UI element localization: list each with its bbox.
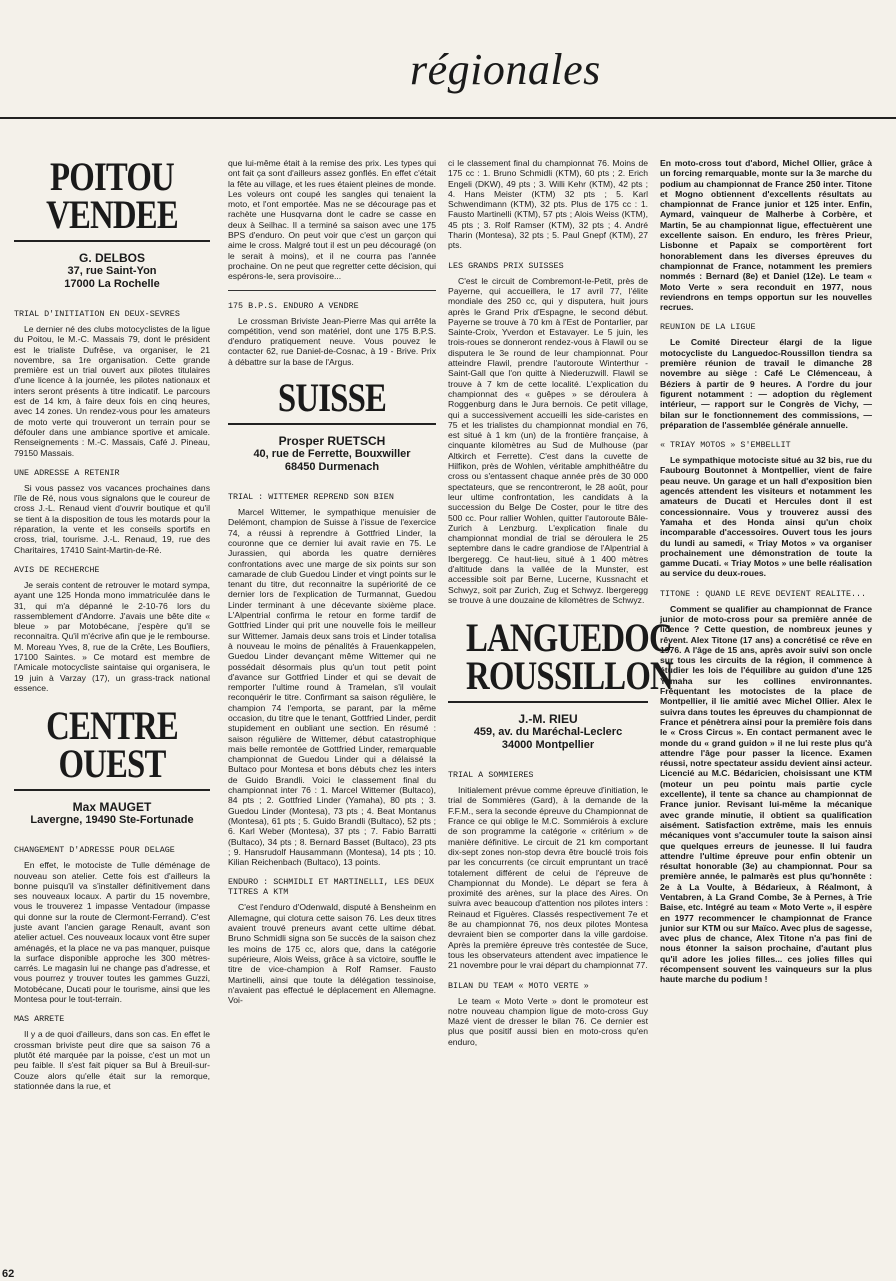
region-line-2: VENDEE [46,192,178,237]
region-rule [448,701,648,703]
article-title: CHANGEMENT D'ADRESSE POUR DELAGE [14,845,175,856]
region-rule [14,789,210,791]
article-title: BILAN DU TEAM « MOTO VERTE » [448,980,589,991]
region-heading-suisse: SUISSE [277,375,387,421]
author-address: 40, rue de Ferrette, Bouxwiller [253,448,411,461]
article-text: Le sympathique motociste situé au 32 bis, rue du Faubourg Boutonnet à Montpellier, vient de faire peau neuve. Un garage et un hall d'exposition bien agencés attendent les visiteurs et notamment les amateurs de Ducati et Hercules dont il est concessionnaire. Vous y trouverez aussi des Yamaha et des Honda ainsi qu'un choix incomparable d'accessoires. Ouvert tous les jours du lundi au samedi, « Triay Motos » va organiser prochainement une démonstration de toute la gamme Ducati. « Triay Motos » une belle réalisation au service du deux-roues. [660,455,872,579]
author-address: Lavergne, 19490 Ste-Fortunade [30,814,194,827]
author-city: 34000 Montpellier [501,739,595,752]
author-name: J.-M. RIEU [518,712,578,727]
article-text: En effet, le motociste de Tulle déménage de nouveau son atelier. Cette fois est d'ailleurs la bonne puisqu'il va s'installer définitivement dans ses nouveaux locaux. A partir du 15 novembre, vous le trouverez 1 impasse Ventadour (impasse qui donne sur la route de Clermont-Ferrand). C'est juste avant l'ancien garage Renault, avant son atelier actuel. Ces nouveaux locaux vont être super aménagés, et la place ne va pas manquer, puisque la surface disponible approche les 300 mètres-carrés. Le magasin lui ne change pas d'adresse, et vous pourrez y trouver toutes les gammes Guzzi, Motobécane, Ducati pour le tourisme, ainsi que les Montesa pour le tout-terrain. [14,860,210,1005]
article-text: En moto-cross tout d'abord, Michel Ollier, grâce à un forcing remarquable, monte sur la 3e marche du podium au championnat de France 250 inter. Titone et Mogno obtiennent d'excellents résultats au championnat de France junior et 125 inter. Enfin, Aymard, vainqueur de Malherbe à Corbère, et Martin, 5e au championnat ligue, effectuèrent une excellente saison. En enduro, les frères Prieur, Lisbonne et Papaix se comportèrent fort honorablement dans les diverses épreuves du championnat de France, notamment les premiers nommés : Bernard (8e) et Daniel (12e). Le team « Moto Verte » sera reconduit en 1977, nous reviendrons en temps opportun sur les nouvelles recrues. [660,158,872,313]
article-text: Initialement prévue comme épreuve d'initiation, le trial de Sommières (Gard), à la demande de la F.F.M., sera la seconde épreuve du Championnat de France ce qui oblige le M.C. Sommiérois à exclure de son programme la catégorie « critérium » de manière définitive. Le circuit de 21 km comportant dix-sept zones non-stop devra être bouclé trois fois par les concurrents (ce circuit empruntant un tracé totalement différent de celui de l'épreuve de Championnat du Monde). Le départ se fera à proximité des arènes, sur la place des Aires. On suivra avec beaucoup d'attention nos pilotes inters : Reinaud et Figuères. Classés respectivement 7e et 8e au championnat 76, nos deux pilotes Montesa devraient bien se comporter dans la ville gardoise. Après la première épreuve très contestée de Suce, tous les observateurs attendent avec impatience le 21 novembre pour le vrai départ du championnat 77. [448,785,648,971]
article-title: « TRIAY MOTOS » S'EMBELLIT [660,440,791,451]
column-2 [228,158,436,1276]
region-line-2: ROUSSILLON [466,653,673,699]
author-name: Prosper RUETSCH [278,434,386,449]
author-block [14,252,210,291]
article-text: que lui-même était à la remise des prix. Les types qui ont fait ça sont d'ailleurs assez gonflés. En effet c'était la fête au village, et les rues étaient pleines de monde. Les voleurs ont coupé les sangles qui tenaient la moto, et l'ont emportée. Mas ne se décourage pas et rachète une Husqvarna dont le cadre se casse en deux à Seilhac. Il a terminé sa saison avec une 175 BPS d'enduro. On peut voir que c'est un garçon qui aime le cross. Malgré tout il est un peu découragé (on le serait à moins), et il ne courra pas l'année prochaine. On ne peut que regretter cette décision, qui espérons-le, sera provisoire... [228,158,436,282]
article-text: Je serais content de retrouver le motard sympa, ayant une 125 Honda mono immatriculée dans le 31, qui m'a dépanné le 2-10-76 lors du rassemblement d'Andorre. J'avais une bête dite « bleue » par Motobécane, j'espère qu'il se reconnaitra. Qu'il m'écrive afin que je le rembourse. M. Moreau Yves, 8, rue de la Crête, Les Boufliers, 17100 Saintes. » Ce motard est membre de l'Amicale motocycliste saintaise qui organisera, le 19 juin à Varzay (17), un grass-track national essence. [14,579,210,693]
section-title: régionales [410,45,601,94]
page-number: 62 [2,1268,15,1280]
article-title: 175 B.P.S. ENDURO A VENDRE [228,300,359,311]
region-rule [14,240,210,242]
article-text: Si vous passez vos vacances prochaines dans l'île de Ré, nous vous signalons que le coureur de cross J.-L. Renaud vient d'ouvrir boutique et qu'il se tient à la disposition de tous les motards pour la réparation, la vente et les conseils sportifs en cross, trial, tourisme. J.-L. Renaud, 19, rue des Charitaires, 17410 Saint-Martin-de-Ré. [14,482,210,555]
author-block [14,801,210,827]
article-text: Comment se qualifier au championnat de France junior de moto-cross pour sa première année de licence ? Cette question, de nombreux jeunes y rêvent. Alex Titone (17 ans) a concrétisé ce rêve en 1976. A l'âge de 15 ans, après avoir suivi son oncle sur tous les circuits de la région, il commence à étudier les lois de l'équilibre au guidon d'une 125 Yamaha sur les collines environnantes. Fréquentant les motocistes de la place de Montpellier, il lie amitié avec Michel Ollier. Alex le suivra dans toutes les épreuves du championnat de France et pénètrera ainsi pour la première fois dans le « Cross Circus ». En contact permanent avec le monde du « grand guidon » il ne lui reste plus qu'à attendre l'âge pour passer la licence. Examen réussi, notre spectateur assidu devient ainsi acteur. Licencié au M.C. Bédaricien, choisissant une KTM (moteur un peu pointu mais partie cycle excellente), il tente sa chance au championnat de France junior. Revisant lui-même la mécanique avec grande minutie, il obtient sa qualification aisément. Satisfaction extrême, mais les ennuis mécaniques vont s'accumuler toute la saison ainsi que quelques erreurs de jeunesse. Il lui faudra attendre l'ultime épreuve pour enfin obtenir un résultat honorable (3e) au championnat. Pour sa première année, le palmarès est plus qu'honnête : 2e à La Voulte, à Bédarieux, à Réalmont, à Ventabren, à La Grand Combe, 3e à Pernes, à Trie Baise, etc. Intégré au team « Moto Verte », il espère en 1977 recommencer le championnat de France junior sur KTM ou sur Maïco. Avec plus de sagesse, avec plus de chance, Alex Titone n'a pas fini de nous étonner la saison prochaine, d'autant plus qu'il adore les jolies filles... ces jolies filles qui récompensent souvent les vainqueurs sur la plus haute marche du podium ! [660,603,872,985]
article-title: ENDURO : SCHMIDLI ET MARTINELLI, LES DEUX TITRES A KTM [228,877,435,898]
author-address: 37, rue Saint-Yon [67,265,157,277]
article-title: MAS ARRETE [14,1014,65,1025]
article-text: Le crossman Briviste Jean-Pierre Mas qui arrête la compétition, vend son matériel, dont une 175 B.P.S. d'enduro pratiquement neuve. Vous pouvez le contacter 62, rue Daniel-de-Cosnac, à 19 - Brive. Prix à débattre sur la base de l'Argus. [228,315,436,367]
region-heading-centre-ouest [32,703,193,787]
article-text: Le Comité Directeur élargi de la ligue motocycliste du Languedoc-Roussillon tiendra sa première réunion de travail le dimanche 28 novembre au siège : Café Le Clémenceau, à Béziers à partir de 9 heures. A l'ordre du jour figurent notamment : — adoption du règlement intérieur, — rapport sur le Congrès de Vichy, — bilan sur le fonctionnement des commissions, — préparation de l'assemblée générale annuelle. [660,337,872,430]
article-text: C'est l'enduro d'Odenwald, disputé à Bensheinm en Allemagne, qui clotura cette saison 76. Les deux titres avaient trouvé preneurs avant cette ultime débat. Bruno Schmidli signa son 5e succès de la saison chez les moins de 175 cc, alors que, dans la catégorie supérieure, Alois Weiss, grâce à sa victoire, souffle le titre de vice-champion à Rolf Ramser. Fausto Martinelli, ainsi que toute la délégation tessinoise, n'avaient pas effectué le déplacement en Allemagne. Voi- [228,902,436,1006]
article-title: LES GRANDS PRIX SUISSES [448,260,564,271]
region-line-1: POITOU [50,154,174,199]
article-title: TRIAL D'INITIATION EN DEUX-SEVRES [14,309,180,319]
author-block [448,713,648,752]
region-rule [228,423,436,425]
article-title: AVIS DE RECHERCHE [14,564,100,575]
region-line-1: CENTRE [46,703,178,749]
article-text: Marcel Wittemer, le sympathique menuisier de Delémont, champion de Suisse à l'issue de l'exercice 74, a réussi à reprendre à Gottfried Linder, la couronne que ce dernier lui avait ravie en 75. Le Jurassien, qui aborda les quatre dernières confrontations avec une marge de six points sur son camarade de club Guedou Linder et vingt points sur le tenant du titre, dut reconnaitre la supériorité de ce dernier lors de l'explication de Turmannat, Guedou Linder terminant à une décevante sixième place. L'Alpentrial confirma le retour en forme tardif de Gottfried Linder qui prit une nouvelle fois le meilleur sur Wittemer. Jamais deux sans trois et Linder totalisa à nouveau le moins de pénalités à Frauenkappelen, Guedou Linder devançant même Wittemer qui ne possédait désormais plus qu'un tout petit point d'avance sur Gottfried Linder et qui se devait de remporter l'ultime round à Tramelan, s'il voulait reconquérir le titre. Confirmant sa saison régulière, le champion 74 l'emporta, se parant, par la même occasion, du titre que le tenant, Gottfried Linder, perdit stupidement en oubliant une section. En résumé : saison régulière de Wittemer, début catastrophique mais belle remontée de Gottfried Linder, remarquable championnat de Guedou Linder qui a délaissé la Bultaco pour Montesa et bons débuts chez les inters de Guido Brandli. Voici le classement final du championnat inter 76 : 1. Marcel Wittemer (Bultaco), 84 pts ; 2. Gottfried Linder (Yamaha), 80 pts ; 3. Guedou Linder (Montesa), 73 pts ; 4. Beat Montanus (Montesa), 61 pts ; 5. Guido Brandli (Bultaco), 52 pts ; 6. Karl Weber (Montesa), 37 pts ; 7. Fabio Barratti (Bultaco), 34 pts ; 8. Bernard Basset (Bultaco), 23 pts ; 9. Hansrudolf Hausammann (Montesa), 14 pts ; 10. Kilian Reichenbach (Bultaco), 13 points. [228,507,436,868]
author-city: 17000 La Rochelle [64,278,160,290]
region-heading-languedoc [466,615,673,699]
author-address: 459, av. du Maréchal-Leclerc [473,726,623,739]
article-text: ci le classement final du championnat 76. Moins de 175 cc : 1. Bruno Schmidli (KTM), 60 pts ; 2. Erich Engeli (DKW), 49 pts ; 3. Willi Kehr (KTM), 42 pts ; 4. Hans Meister (KTM) 32 pts ; 5. Karl Schwendimann (KTM), 32 pts. Plus de 175 cc : 1. Fausto Martinelli (KTM), 57 pts ; Alois Weiss (KTM), 45 pts ; 3. Rolf Ramser (KTM), 32 pts ; 4. André Tharin (Montesa), 32 pts ; 5. Paul Gnepf (KTM), 27 pts. [448,158,648,251]
column-1 [14,154,210,1276]
article-text: Il y a de quoi d'ailleurs, dans son cas. En effet le crossman briviste peut dire que sa saison 76 a plutôt été marquée par la poisse, c'est un mot un peu faible. Il s'est fait piquer sa Bul à Breuil-sur-Couze alors qu'elle était sur la remorque, stationnée dans la rue, et [14,1029,210,1091]
author-city: 68450 Durmenach [284,461,380,474]
article-text: C'est le circuit de Combremont-le-Petit, près de Payerne, qui accueillera, le 17 avril 77, l'élite mondiale des 250 cc, qui y disputera, huit jours après le Grand Prix d'Espagne, le second début. Payerne se trouve à 70 km à l'Est de Pontarlier, par Sainte-Croix, Yverdon et Estavayer. Le 5 juin, les trois-roues se donneront rendez-vous à Flawil ou se disputera le 3e round de leur championnat. Pour atteindre Flawil, prendre l'autoroute Winterthur - Saint-Gall que l'on quitte à Niederuzwill. Flawil se trouve à 7 km de cette localité. L'explication du championnat des « guêpes » se déroulera à Roggenburg dans le Jura bernois. Ce petit village, qui a successivement accueilli les side-caristes en 75 et les trialistes du championnat mondial en 76, est situé à 1 km (un) de la frontière française, à cinquante kilomètres au Sud de Mulhouse (par Altkirch et Ferrette). C'est dans la cuvette de Hilfikon, près de Wohlen, véritable amphithéâtre du cross ou s'entassent chaque année près de 30 000 spectateurs, que se rencontreront, le 28 août, pour leur ultime confrontation, les candidats à la succession du Belge De Coster, pour le titre des 500 cc. Pour rallier Wohlen, quitter l'autoroute Bâle-Zurich à Lenzburg. L'explication finale du championnat mondial de trial se déroulera le 25 septembre dans le cadre grandiose de l'Alpentrial à Ibergeregg. Ce haut-lieu, situé à 1 400 mètres d'altitude dans la vallée de la Munster, est accessible soit par Berne, Lucerne, Kussnacht et Schwyz, soit par Zurich, Zug et Schwyz. Ibergeregg se trouve à une douzaine de kilomètres de Schwyz. [448,275,648,605]
article-title: TRIAL A SOMMIERES [448,770,534,781]
article-text: Le team « Moto Verte » dont le promoteur est notre nouveau champion ligue de moto-cross Guy Mazé vient de dresser le bilan 76. Ce dernier est plus que positif aussi bien en moto-cross qu'en enduro, [448,995,648,1047]
author-name: Max MAUGET [72,800,152,815]
article-title: UNE ADRESSE A RETENIR [14,467,120,478]
header-rule [0,117,896,119]
author-block [228,435,436,474]
article-title: TITONE : QUAND LE REVE DEVIENT REALITE... [660,588,867,599]
column-3 [448,158,673,1276]
region-line-2: OUEST [58,741,166,787]
article-title: REUNION DE LA LIGUE [660,322,756,333]
article-title: TRIAL : WITTEMER REPREND SON BIEN [228,492,394,503]
column-4 [660,158,872,1276]
region-line-1: LANGUEDOC [466,615,672,661]
divider [228,290,436,291]
author-name: G. DELBOS [78,251,145,265]
region-heading-poitou [32,154,193,237]
article-text: Le dernier né des clubs motocyclistes de la ligue du Poitou, le M.-C. Massais 79, dont le président est le trialiste Dufrêse, va organiser, le 21 novembre, sa 1re organisation. Cette grande première est un trial ouvert aux pilotes titulaires d'une licence à la journée, les pilotes nationaux et inters seront présents à titre indicatif. Le parcours est de 14 km, à faire deux fois en cinq heures, avec 14 zones. Un rendez-vous pour les amateurs de moto verte qui trouveront un terrain pour se défouler dans une ambiance sportive et amicale. Renseignements : M.-C. Massais, Café J. Pineau, 79150 Massais. [14,324,210,458]
